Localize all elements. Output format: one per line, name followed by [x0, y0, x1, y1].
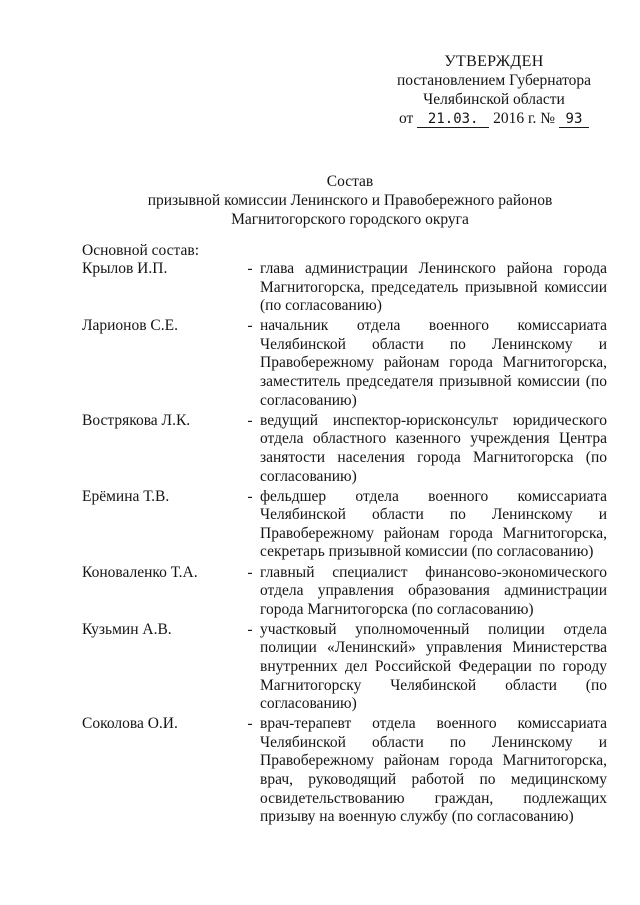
member-name: Кузьмин А.В.	[82, 620, 172, 638]
approval-region-line: Челябинской области	[423, 91, 565, 108]
member-role: главный специалист финансово-экономического отдела управления образования администрации города Магнитогорска (по согласованию)	[260, 563, 607, 618]
approval-heading: УТВЕРЖДЕН	[444, 53, 544, 70]
title-line-3: Магнитогорского городского округа	[231, 211, 469, 228]
handwritten-date: 21.03.	[417, 112, 489, 128]
member-dash: -	[247, 563, 253, 581]
member-role: глава администрации Ленинского района города Магнитогорска, председатель призывной комиссии (по согласованию)	[260, 260, 607, 315]
member-name: Ларионов С.Е.	[82, 317, 178, 335]
approval-date-line	[378, 109, 610, 128]
year-number-label: 2016 г. №	[493, 110, 556, 127]
member-role: фельдшер отдела военного комиссариата Челябинской области по Ленинскому и Правобережному районам города Магнитогорска, секретарь призывной комиссии (по согласованию)	[260, 487, 607, 561]
member-role: ведущий инспектор-юрисконсульт юридического отдела областного казенного учреждения Центра занятости населения города Магнитогорска (по согласованию)	[260, 411, 607, 485]
member-dash: -	[247, 620, 253, 638]
title-line-2: призывной комиссии Ленинского и Правобережного районов	[147, 192, 553, 209]
member-dash: -	[247, 715, 253, 733]
member-role: начальник отдела военного комиссариата Челябинской области по Ленинскому и Правобережному районам города Магнитогорска, заместитель председателя призывной комиссии (по согласованию)	[260, 317, 607, 409]
member-role: участковый уполномоченный полиции отдела полиции «Ленинский» управления Министерства внутренних дел Российской Федерации по городу Магнитогорску Челябинской области (по согласованию)	[260, 620, 607, 713]
member-role: врач-терапевт отдела военного комиссариата Челябинской области по Ленинскому и Правобережному районам города Магнитогорска, врач, руководящий работой по медицинскому освидетельствованию граждан, подлежащих призыву на военную службу (по согласованию)	[260, 715, 607, 826]
member-name: Ерёмина Т.В.	[82, 487, 170, 505]
member-row	[82, 317, 607, 410]
approval-block	[378, 52, 610, 128]
approval-decree-line: постановлением Губернатора	[396, 72, 592, 89]
member-dash: -	[247, 487, 253, 505]
member-row	[82, 412, 607, 486]
member-name: Крылов И.П.	[82, 260, 168, 277]
member-row	[82, 564, 607, 620]
section-label: Основной состав:	[82, 242, 200, 259]
member-row	[82, 621, 607, 714]
member-name: Коноваленко Т.А.	[82, 563, 198, 581]
members-list	[82, 260, 607, 828]
handwritten-number: 93	[559, 112, 589, 128]
member-name: Соколова О.И.	[82, 715, 178, 733]
member-row	[82, 715, 607, 827]
member-dash: -	[247, 411, 253, 429]
member-dash: -	[247, 260, 253, 277]
member-name: Вострякова Л.К.	[82, 411, 191, 429]
member-dash: -	[247, 317, 253, 335]
document-title	[110, 172, 590, 229]
title-line-1: Состав	[326, 173, 374, 190]
member-row	[82, 488, 607, 562]
member-row	[82, 260, 607, 316]
date-prefix: от	[399, 110, 414, 127]
